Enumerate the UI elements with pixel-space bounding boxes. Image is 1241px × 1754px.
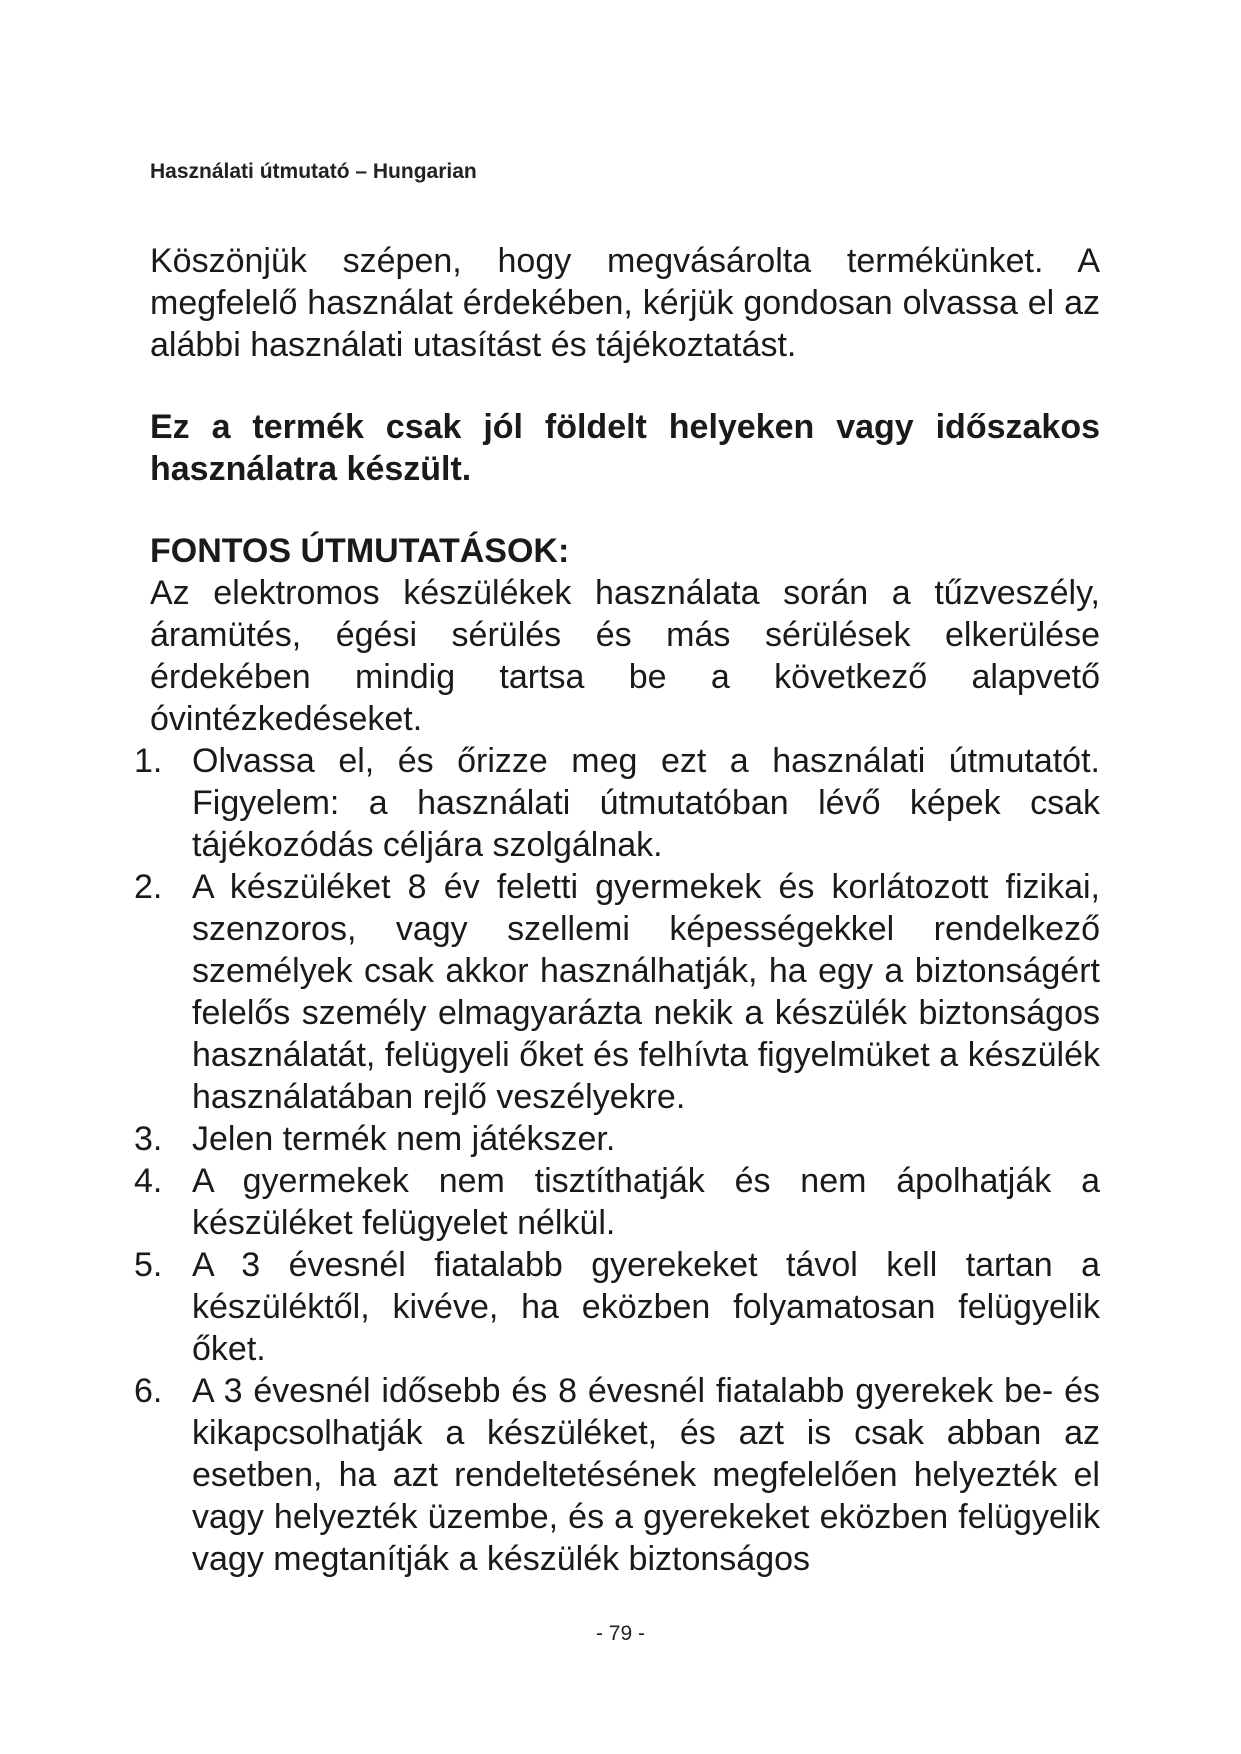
instruction-list: [134, 740, 1100, 1580]
item-number: 3.: [134, 1120, 163, 1158]
item-text: A 3 évesnél idősebb és 8 évesnél fiatalabb gyerekek be- és kikapcsolhatják a készüléket, és azt is csak abban az esetben, ha azt rendeltetésének megfelelően helyezték el vagy helyezték üzembe, és a gyerekeket eközben felügyelik vagy megtanítják a készülék biztonságos: [192, 1372, 1100, 1578]
item-number: 5.: [134, 1246, 163, 1284]
instruction-item: [134, 1244, 1100, 1370]
item-number: 4.: [134, 1162, 163, 1200]
item-number: 1.: [134, 742, 163, 780]
page-content: [134, 240, 1100, 1580]
instruction-item: [134, 1118, 1100, 1160]
section-lead: Az elektromos készülékek használata során a tűzveszély, áramütés, égési sérülés és más sérülések elkerülése érdekében mindig tartsa be a következő alapvető óvintézkedéseket.: [150, 574, 1100, 738]
instruction-item: [134, 1370, 1100, 1580]
item-number: 2.: [134, 868, 163, 906]
item-text: Jelen termék nem játékszer.: [192, 1120, 616, 1158]
page-header: Használati útmutató – Hungarian: [150, 160, 477, 183]
page-number: - 79 -: [595, 1622, 645, 1645]
usage-notice: Ez a termék csak jól földelt helyeken vagy időszakos használatra készült.: [150, 408, 1100, 488]
item-text: A gyermekek nem tisztíthatják és nem ápolhatják a készüléket felügyelet nélkül.: [192, 1162, 1100, 1242]
item-text: Olvassa el, és őrizze meg ezt a használati útmutatót. Figyelem: a használati útmutatóban lévő képek csak tájékozódás céljára szolgálnak.: [192, 742, 1100, 864]
item-text: A 3 évesnél fiatalabb gyerekeket távol kell tartan a készüléktől, kivéve, ha eközben folyamatosan felügyelik őket.: [192, 1246, 1100, 1368]
intro-paragraph: Köszönjük szépen, hogy megvásárolta termékünket. A megfelelő használat érdekében, kérjük gondosan olvassa el az alábbi használati utasítást és tájékoztatást.: [150, 242, 1100, 364]
instruction-item: [134, 740, 1100, 866]
item-number: 6.: [134, 1372, 163, 1410]
instruction-item: [134, 1160, 1100, 1244]
item-text: A készüléket 8 év feletti gyermekek és korlátozott fizikai, szenzoros, vagy szellemi képességekkel rendelkező személyek csak akkor használhatják, ha egy a biztonságért felelős személy elmagyarázta nekik a készülék biztonságos használatát, felügyeli őket és felhívta figyelmüket a készülék használatában rejlő veszélyekre.: [192, 868, 1100, 1116]
section-heading: FONTOS ÚTMUTATÁSOK:: [150, 532, 570, 570]
instruction-item: [134, 866, 1100, 1118]
